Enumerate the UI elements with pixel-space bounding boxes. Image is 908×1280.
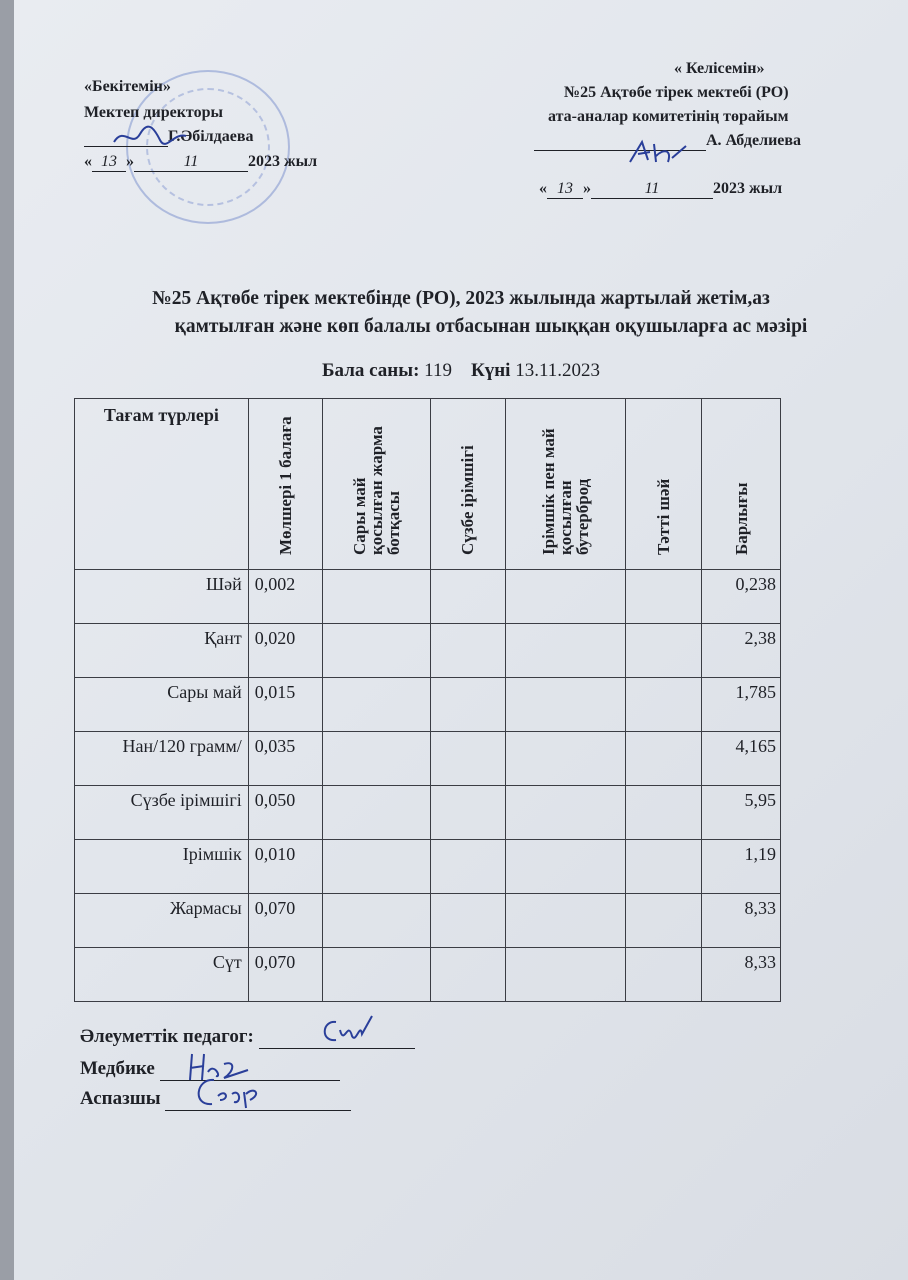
header-sweet-tea: Тәтті шәй xyxy=(626,399,702,570)
table-row: Ірімшік 0,010 1,19 xyxy=(75,840,781,894)
approval-date: « 13 » 11 2023 жыл xyxy=(84,153,318,170)
menu-title-line-2: қамтылған және көп балалы отбасынан шыққан оқушыларға ас мәзірі xyxy=(174,316,808,337)
agreement-name: А. Абделиева xyxy=(706,132,802,149)
approval-date-day: 13 xyxy=(92,153,126,172)
agreement-date-day: 13 xyxy=(547,180,583,199)
document-page xyxy=(14,0,908,1280)
table-row: Шәй 0,002 0,238 xyxy=(75,570,781,624)
header-sandwich: Ірімшік пен май қосылған бутерброд xyxy=(506,399,626,570)
date-label: Күні xyxy=(470,360,511,381)
menu-table xyxy=(74,398,781,1002)
header-total: Барлығы xyxy=(702,399,781,570)
cook-label: Аспазшы xyxy=(80,1088,161,1109)
table-row: Сүт 0,070 8,33 xyxy=(75,948,781,1002)
header-cottage-cheese: Сүзбе ірімшігі xyxy=(430,399,506,570)
children-count-value: 119 xyxy=(424,360,452,381)
table-row: Нан/120 грамм/ 0,035 4,165 xyxy=(75,732,781,786)
approval-date-month: 11 xyxy=(134,153,248,172)
header-dish-types: Тағам түрлері xyxy=(75,399,249,570)
agreement-org: №25 Ақтөбе тірек мектебі (РО) xyxy=(564,84,789,101)
cook-signature-icon xyxy=(184,1074,274,1114)
approval-year: 2023 жыл xyxy=(248,153,318,170)
header-porridge: Сары май қосылған жарма ботқасы xyxy=(322,399,430,570)
table-row: Сары май 0,015 1,785 xyxy=(75,678,781,732)
approval-title: «Бекітемін» xyxy=(84,78,171,95)
pedagogue-signature-icon xyxy=(314,1012,378,1052)
approval-position: Мектеп директоры xyxy=(84,104,223,121)
nurse-label: Медбике xyxy=(80,1058,155,1079)
menu-title-line-1: №25 Ақтөбе тірек мектебінде (РО), 2023 жылында жартылай жетім,аз xyxy=(152,288,770,309)
approval-name: Г.Әбілдаева xyxy=(168,128,254,145)
agreement-year: 2023 жыл xyxy=(713,180,783,197)
children-count-label: Бала саны: xyxy=(321,360,420,381)
table-row: Сүзбе ірімшігі 0,050 5,95 xyxy=(75,786,781,840)
table-header-row xyxy=(75,399,781,570)
header-norm: Мөлшері 1 балаға xyxy=(248,399,322,570)
menu-info xyxy=(14,360,908,382)
table-row: Жармасы 0,070 8,33 xyxy=(75,894,781,948)
agreement-date: « 13 » 11 2023 жыл xyxy=(539,180,783,197)
agreement-title: « Келісемін» xyxy=(674,60,765,77)
committee-signature-icon xyxy=(624,138,694,168)
director-signature-icon xyxy=(110,122,190,152)
agreement-position: ата-аналар комитетінің төрайым xyxy=(548,108,789,125)
social-pedagogue-label: Әлеуметтік педагог: xyxy=(80,1026,254,1047)
date-value: 13.11.2023 xyxy=(515,360,601,381)
agreement-date-month: 11 xyxy=(591,180,713,199)
table-row: Қант 0,020 2,38 xyxy=(75,624,781,678)
